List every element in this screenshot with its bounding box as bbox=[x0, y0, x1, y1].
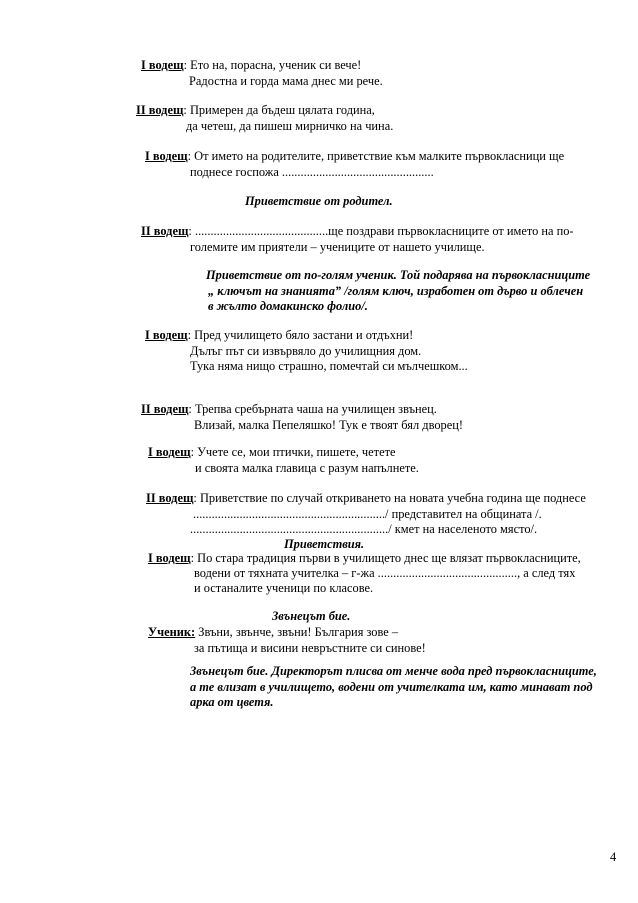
speaker-label: I водещ bbox=[148, 551, 191, 565]
line-text: По стара традиция първи в училището днес ще влязат първокласниците, bbox=[197, 551, 581, 565]
stage-direction: а те влизат в училището, водени от учителката им, като минават под bbox=[190, 680, 593, 694]
dialogue-line bbox=[145, 328, 413, 343]
page-number: 4 bbox=[610, 850, 617, 864]
line-text: поднесе госпожа ................................................. bbox=[190, 165, 434, 179]
line-text: Пред училището бяло застани и отдъхни! bbox=[194, 328, 414, 342]
line-text: водени от тяхната учителка – г-жа ............................................., а след тях bbox=[194, 566, 576, 580]
separator: : bbox=[183, 103, 190, 117]
separator: : bbox=[187, 328, 195, 342]
stage-direction: Звънецът бие. bbox=[272, 609, 351, 623]
line-text: за пътища и висини невръстните си синове! bbox=[194, 641, 426, 655]
stage-direction: арка от цветя. bbox=[190, 695, 274, 709]
stage-direction: Звънецът бие. Директорът плисва от менче вода пред първокласниците, bbox=[190, 664, 597, 678]
line-text: Примерен да бъдеш цялата година, bbox=[189, 103, 375, 117]
stage-direction: Приветствие от родител. bbox=[245, 194, 393, 208]
speaker-label: I водещ bbox=[145, 149, 188, 163]
speaker-label: I водещ bbox=[141, 58, 184, 72]
line-text: Приветствие по случай откриването на новата учебна година ще поднесе bbox=[199, 491, 586, 505]
separator: : bbox=[187, 149, 195, 163]
line-text: Радостна и горда мама днес ми рече. bbox=[189, 74, 383, 88]
dialogue-line bbox=[141, 58, 361, 73]
line-text: и останалите ученици по класове. bbox=[194, 581, 374, 595]
line-text: ............................................................../ представител на общината /. bbox=[193, 507, 542, 521]
line-text: ...........................................ще поздрави първокласниците от името на по- bbox=[194, 224, 574, 238]
speaker-label: II водещ bbox=[141, 224, 189, 238]
line-text: Звъни, звънче, звъни! България зове – bbox=[198, 625, 399, 639]
stage-direction: Приветствие от по-голям ученик. Той подарява на първокласниците bbox=[206, 268, 591, 282]
line-text: големите им приятели – учениците от нашето училище. bbox=[190, 240, 485, 254]
line-text: да четеш, да пишеш мирничко на чина. bbox=[186, 119, 394, 133]
line-text: Тука няма нищо страшно, помечтай си мълчешком... bbox=[190, 359, 468, 373]
speaker-label: II водещ bbox=[141, 402, 189, 416]
separator: : bbox=[188, 402, 195, 416]
line-text: Ето на, порасна, ученик си вече! bbox=[190, 58, 362, 72]
line-text: Дълъг път си извървяло до училищния дом. bbox=[190, 344, 422, 358]
separator: : bbox=[190, 445, 198, 459]
line-text: ................................................................/ кмет на населеното място/. bbox=[190, 522, 538, 536]
stage-direction: „ ключът на знанията” /голям ключ, изработен от дърво и облечен bbox=[208, 284, 584, 298]
dialogue-line bbox=[148, 551, 581, 566]
dialogue-line bbox=[136, 103, 375, 118]
line-text: Влизай, малка Пепеляшко! Тук е твоят бял дворец! bbox=[194, 418, 463, 432]
line-text: От името на родителите, приветствие към малките първокласници ще bbox=[194, 149, 565, 163]
stage-direction: в жълто домакинско фолио/. bbox=[208, 299, 368, 313]
dialogue-line bbox=[145, 149, 564, 164]
dialogue-line bbox=[148, 625, 398, 640]
speaker-label: Ученик: bbox=[148, 625, 196, 639]
speaker-label: II водещ bbox=[146, 491, 194, 505]
dialogue-line bbox=[141, 402, 437, 417]
separator: : bbox=[193, 491, 200, 505]
dialogue-line bbox=[146, 491, 586, 506]
speaker-label: I водещ bbox=[148, 445, 191, 459]
dialogue-line bbox=[148, 445, 396, 460]
speaker-label: II водещ bbox=[136, 103, 184, 117]
separator: : bbox=[190, 551, 198, 565]
line-text: Трепва сребърната чаша на училищен звънец. bbox=[194, 402, 437, 416]
line-text: Учете се, мои птички, пишете, четете bbox=[197, 445, 396, 459]
dialogue-line bbox=[141, 224, 574, 239]
stage-direction: Приветствия. bbox=[284, 537, 365, 551]
separator: : bbox=[188, 224, 195, 238]
speaker-label: I водещ bbox=[145, 328, 188, 342]
separator: : bbox=[183, 58, 191, 72]
line-text: и своята малка главица с разум напълнете. bbox=[195, 461, 419, 475]
